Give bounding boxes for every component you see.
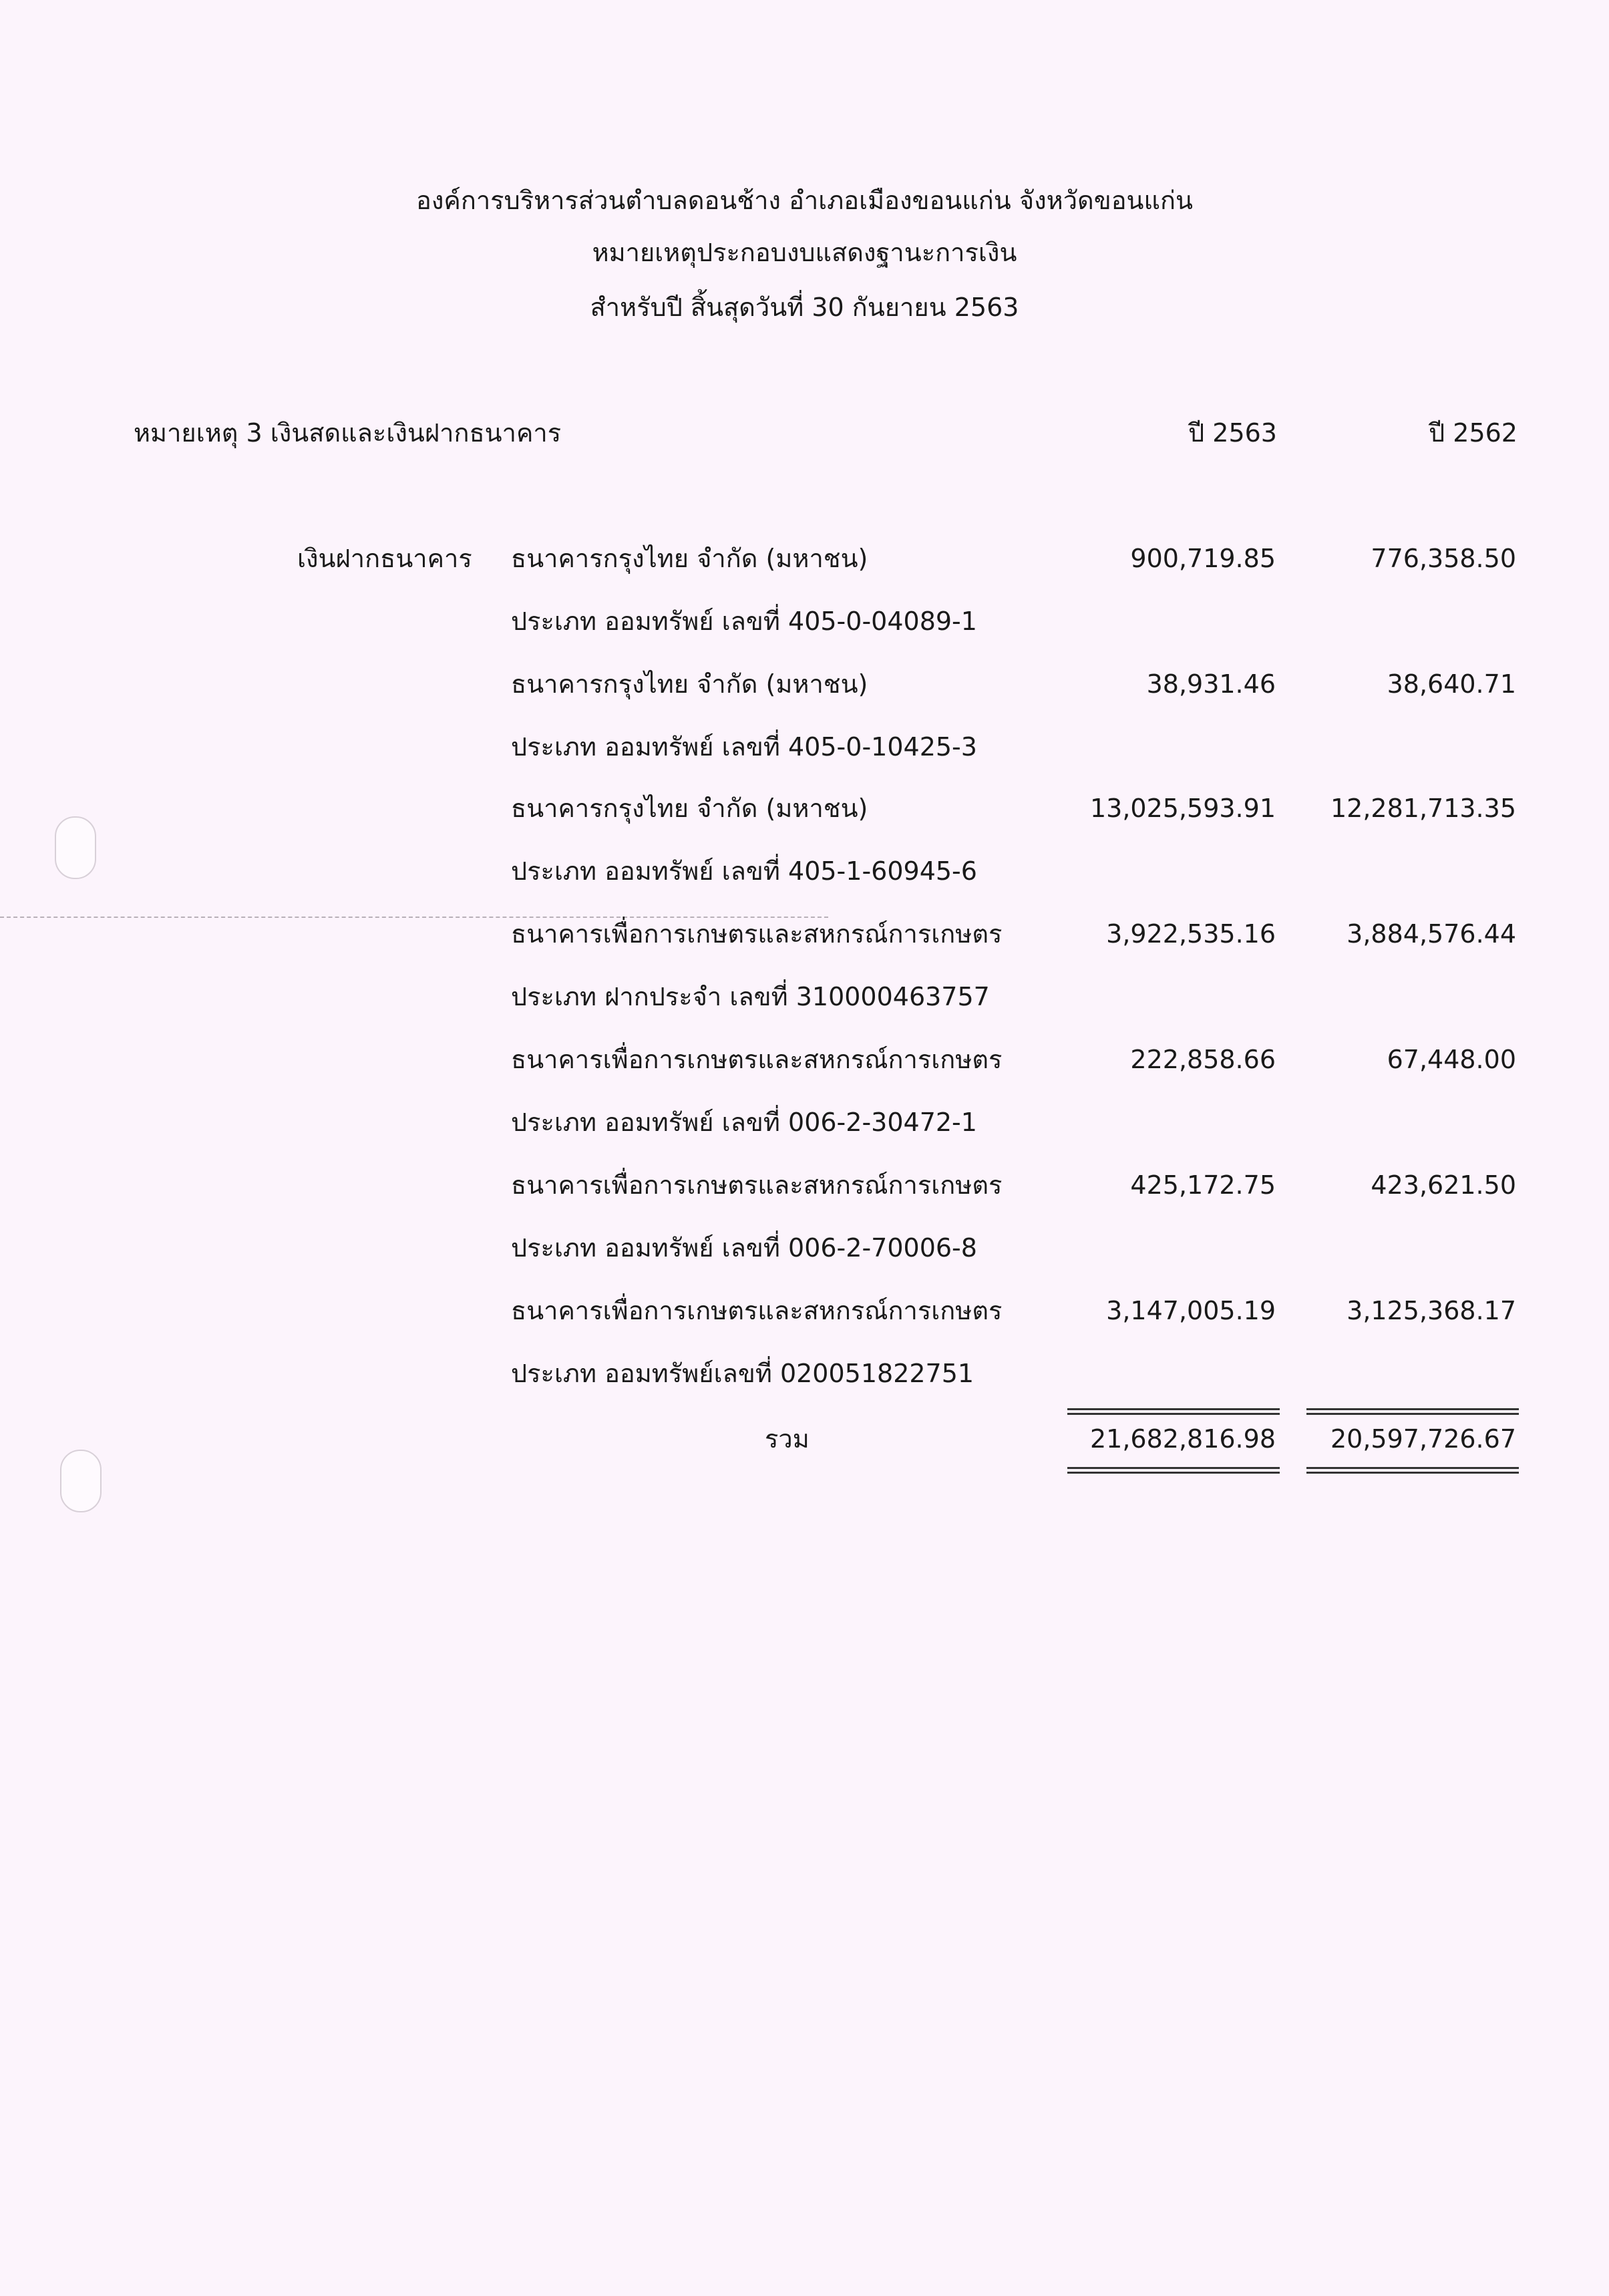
amount-previous: 12,281,713.35 — [1330, 794, 1516, 823]
account-detail: ประเภท ออมทรัพย์เลขที่ 020051822751 — [511, 1359, 974, 1388]
account-row — [0, 792, 1609, 886]
account-detail: ประเภท ออมทรัพย์ เลขที่ 405-0-10425-3 — [511, 732, 977, 762]
account-detail: ประเภท ออมทรัพย์ เลขที่ 405-1-60945-6 — [511, 856, 977, 886]
account-row — [0, 542, 1609, 636]
total-underline-previous — [1306, 1467, 1519, 1474]
bank-name: ธนาคารกรุงไทย จำกัด (มหาชน) — [511, 669, 868, 699]
year-current-header: ปี 2563 — [1188, 418, 1277, 448]
amount-current: 425,172.75 — [1130, 1170, 1276, 1200]
header-organization: องค์การบริหารส่วนตำบลดอนช้าง อำเภอเมืองขอนแก่น จังหวัดขอนแก่น — [416, 186, 1193, 215]
bank-name: ธนาคารเพื่อการเกษตรและสหกรณ์การเกษตร — [511, 1045, 1003, 1074]
category-label: เงินฝากธนาคาร — [297, 544, 472, 573]
amount-current: 13,025,593.91 — [1089, 794, 1276, 823]
punch-hole-bottom — [60, 1450, 102, 1512]
amount-current: 3,922,535.16 — [1106, 919, 1276, 949]
subtotal-rule-current — [1067, 1408, 1280, 1415]
bank-name: ธนาคารเพื่อการเกษตรและสหกรณ์การเกษตร — [511, 919, 1003, 949]
amount-previous: 776,358.50 — [1371, 544, 1516, 573]
account-detail: ประเภท ออมทรัพย์ เลขที่ 006-2-30472-1 — [511, 1108, 977, 1137]
header-period: สำหรับปี สิ้นสุดวันที่ 30 กันยายน 2563 — [590, 293, 1019, 322]
subtotal-rule-previous — [1306, 1408, 1519, 1415]
amount-current: 900,719.85 — [1130, 544, 1276, 573]
amount-current: 38,931.46 — [1146, 669, 1276, 699]
bank-name: ธนาคารเพื่อการเกษตรและสหกรณ์การเกษตร — [511, 1296, 1003, 1325]
amount-previous: 3,125,368.17 — [1347, 1296, 1516, 1325]
account-detail: ประเภท ฝากประจำ เลขที่ 310000463757 — [511, 982, 990, 1011]
amount-previous: 3,884,576.44 — [1347, 919, 1516, 949]
account-row — [0, 1043, 1609, 1137]
amount-current: 222,858.66 — [1130, 1045, 1276, 1074]
amount-current: 3,147,005.19 — [1106, 1296, 1276, 1325]
year-previous-header: ปี 2562 — [1429, 418, 1517, 448]
account-detail: ประเภท ออมทรัพย์ เลขที่ 405-0-04089-1 — [511, 607, 977, 636]
header-statement-title: หมายเหตุประกอบงบแสดงฐานะการเงิน — [592, 238, 1017, 267]
bank-name: ธนาคารกรุงไทย จำกัด (มหาชน) — [511, 794, 868, 823]
bank-name: ธนาคารเพื่อการเกษตรและสหกรณ์การเกษตร — [511, 1170, 1003, 1200]
account-row — [0, 668, 1609, 762]
total-underline-current — [1067, 1467, 1280, 1474]
note-title: หมายเหตุ 3 เงินสดและเงินฝากธนาคาร — [134, 418, 562, 448]
amount-previous: 423,621.50 — [1371, 1170, 1516, 1200]
amount-previous: 67,448.00 — [1387, 1045, 1516, 1074]
total-label: รวม — [765, 1424, 810, 1454]
account-row — [0, 1169, 1609, 1263]
account-detail: ประเภท ออมทรัพย์ เลขที่ 006-2-70006-8 — [511, 1233, 977, 1263]
account-row — [0, 918, 1609, 1011]
total-current: 21,682,816.98 — [1089, 1424, 1276, 1454]
account-row — [0, 1295, 1609, 1388]
amount-previous: 38,640.71 — [1387, 669, 1516, 699]
bank-name: ธนาคารกรุงไทย จำกัด (มหาชน) — [511, 544, 868, 573]
total-previous: 20,597,726.67 — [1330, 1424, 1516, 1454]
